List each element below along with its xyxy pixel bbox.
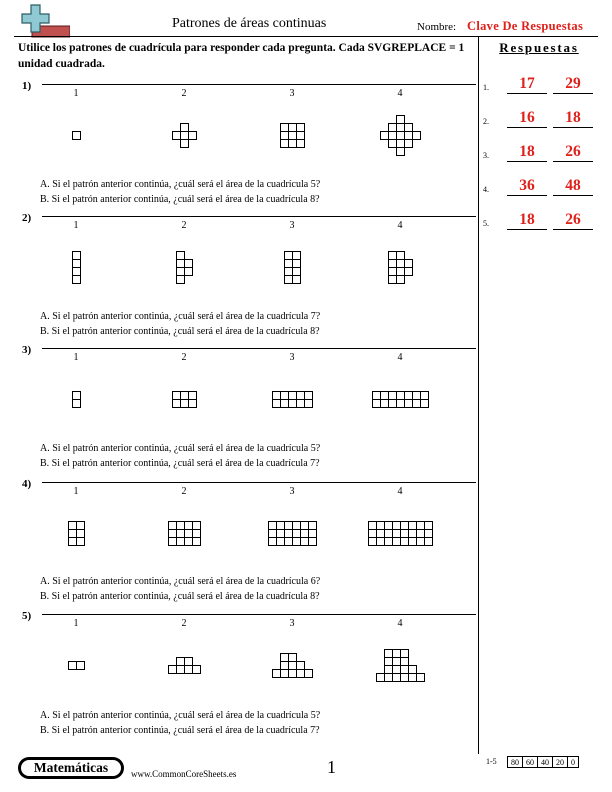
answer-a: 36: [507, 177, 547, 196]
unit-square: [369, 530, 377, 538]
unit-square: [189, 400, 197, 408]
answer-a: 18: [507, 143, 547, 162]
answer-row: [483, 140, 601, 162]
unit-square: [385, 522, 393, 530]
unit-square: [281, 654, 289, 662]
unit-square: [193, 522, 201, 530]
figure-label: 1: [73, 618, 79, 629]
unit-square: [293, 260, 301, 268]
unit-square: [393, 650, 401, 658]
unit-square: [385, 674, 393, 682]
page-number: 1: [327, 757, 336, 777]
unit-square: [413, 392, 421, 400]
name-value: Clave De Respuestas: [467, 19, 584, 33]
unit-square: [301, 530, 309, 538]
unit-square: [285, 276, 293, 284]
unit-square: [285, 260, 293, 268]
problem-1: [14, 80, 476, 210]
answer-b: 29: [553, 75, 593, 94]
unit-square: [177, 538, 185, 546]
unit-square: [281, 662, 289, 670]
unit-square: [185, 666, 193, 674]
grid-figure: [26, 496, 126, 570]
unit-square: [397, 116, 405, 124]
unit-square: [421, 392, 429, 400]
figure-label: 1: [73, 352, 79, 363]
unit-square: [77, 538, 85, 546]
unit-square: [397, 400, 405, 408]
unit-square: [177, 530, 185, 538]
unit-square: [389, 268, 397, 276]
grid-figure: [350, 628, 450, 702]
figure-label: 3: [289, 618, 295, 629]
grid-figure: [26, 362, 126, 436]
unit-square: [289, 400, 297, 408]
unit-square: [181, 140, 189, 148]
unit-square: [189, 392, 197, 400]
unit-square: [405, 400, 413, 408]
unit-square: [409, 522, 417, 530]
unit-square: [377, 530, 385, 538]
answer-b: 48: [553, 177, 593, 196]
unit-square: [269, 530, 277, 538]
unit-square: [185, 658, 193, 666]
unit-square: [281, 400, 289, 408]
unit-square: [397, 124, 405, 132]
name-label: Nombre:: [417, 21, 457, 33]
unit-square: [73, 132, 81, 140]
unit-square: [77, 522, 85, 530]
unit-square: [169, 538, 177, 546]
unit-square: [169, 530, 177, 538]
grid-figure: [242, 496, 342, 570]
problem-5: [14, 610, 476, 740]
question-a: A. Si el patrón anterior continúa, ¿cuál será el área de la cuadrícula 5?: [40, 710, 321, 721]
unit-square: [397, 132, 405, 140]
question-b: B. Si el patrón anterior continúa, ¿cuál será el área de la cuadrícula 7?: [40, 725, 320, 736]
unit-square: [297, 124, 305, 132]
problem-number: 5): [22, 610, 32, 622]
unit-square: [289, 670, 297, 678]
unit-square: [393, 522, 401, 530]
unit-square: [401, 666, 409, 674]
unit-square: [173, 400, 181, 408]
unit-square: [401, 530, 409, 538]
unit-square: [73, 276, 81, 284]
unit-square: [397, 268, 405, 276]
unit-square: [401, 538, 409, 546]
unit-square: [181, 400, 189, 408]
unit-square: [177, 268, 185, 276]
answer-number: 5.: [483, 219, 489, 228]
unit-square: [393, 674, 401, 682]
unit-square: [177, 522, 185, 530]
unit-square: [297, 140, 305, 148]
unit-square: [401, 658, 409, 666]
instructions: Utilice los patrones de cuadrícula para responder cada pregunta. Cada SVGREPLACE = 1 unidad cuadrada.: [18, 42, 465, 70]
unit-square: [385, 530, 393, 538]
question-a: A. Si el patrón anterior continúa, ¿cuál será el área de la cuadrícula 5?: [40, 179, 321, 190]
grid-figure: [134, 362, 234, 436]
unit-square: [377, 522, 385, 530]
unit-square: [297, 392, 305, 400]
unit-square: [277, 522, 285, 530]
answer-number: 4.: [483, 185, 489, 194]
unit-square: [269, 522, 277, 530]
figure-label: 1: [73, 486, 79, 497]
grid-figure: [242, 628, 342, 702]
unit-square: [185, 260, 193, 268]
unit-square: [281, 140, 289, 148]
score-cell: 40: [538, 757, 553, 768]
unit-square: [397, 148, 405, 156]
unit-square: [285, 252, 293, 260]
unit-square: [273, 670, 281, 678]
unit-square: [297, 662, 305, 670]
answer-number: 2.: [483, 117, 489, 126]
unit-square: [305, 392, 313, 400]
unit-square: [269, 538, 277, 546]
question-b: B. Si el patrón anterior continúa, ¿cuál será el área de la cuadrícula 8?: [40, 194, 320, 205]
unit-square: [189, 132, 197, 140]
score-cell: 80: [508, 757, 523, 768]
unit-square: [397, 140, 405, 148]
figure-label: 2: [181, 220, 187, 231]
grid-figure: [350, 230, 450, 304]
unit-square: [425, 538, 433, 546]
unit-square: [169, 522, 177, 530]
unit-square: [277, 530, 285, 538]
unit-square: [301, 538, 309, 546]
unit-square: [397, 252, 405, 260]
unit-square: [397, 392, 405, 400]
problem-divider: [42, 348, 476, 349]
unit-square: [385, 650, 393, 658]
unit-square: [281, 670, 289, 678]
answer-b: 26: [553, 143, 593, 162]
unit-square: [181, 124, 189, 132]
unit-square: [417, 522, 425, 530]
figure-label: 2: [181, 618, 187, 629]
answer-a: 17: [507, 75, 547, 94]
subject-badge: [18, 757, 124, 779]
unit-square: [413, 400, 421, 408]
unit-square: [425, 522, 433, 530]
unit-square: [401, 650, 409, 658]
unit-square: [397, 276, 405, 284]
answer-row: [483, 106, 601, 128]
unit-square: [417, 530, 425, 538]
unit-square: [405, 268, 413, 276]
unit-square: [377, 674, 385, 682]
unit-square: [289, 124, 297, 132]
problem-3: [14, 344, 476, 474]
unit-square: [297, 670, 305, 678]
unit-square: [293, 522, 301, 530]
unit-square: [169, 666, 177, 674]
unit-square: [389, 392, 397, 400]
unit-square: [389, 252, 397, 260]
unit-square: [285, 522, 293, 530]
grid-figure: [134, 98, 234, 172]
score-cell: 0: [568, 757, 579, 768]
unit-square: [73, 400, 81, 408]
unit-square: [173, 392, 181, 400]
question-b: B. Si el patrón anterior continúa, ¿cuál será el área de la cuadrícula 8?: [40, 326, 320, 337]
unit-square: [69, 522, 77, 530]
grid-figure: [26, 98, 126, 172]
problem-divider: [42, 482, 476, 483]
figure-label: 1: [73, 220, 79, 231]
unit-square: [405, 124, 413, 132]
unit-square: [297, 400, 305, 408]
figure-label: 1: [73, 88, 79, 99]
unit-square: [73, 252, 81, 260]
unit-square: [381, 400, 389, 408]
unit-square: [193, 666, 201, 674]
grid-figure: [134, 628, 234, 702]
unit-square: [73, 260, 81, 268]
unit-square: [285, 530, 293, 538]
grid-figure: [242, 98, 342, 172]
unit-square: [69, 538, 77, 546]
unit-square: [281, 392, 289, 400]
figure-label: 2: [181, 88, 187, 99]
unit-square: [405, 392, 413, 400]
unit-square: [393, 538, 401, 546]
grid-figure: [26, 230, 126, 304]
unit-square: [185, 530, 193, 538]
unit-square: [181, 132, 189, 140]
problem-number: 2): [22, 212, 32, 224]
unit-square: [193, 530, 201, 538]
score-cell: 60: [523, 757, 538, 768]
figure-label: 4: [397, 352, 403, 363]
unit-square: [381, 132, 389, 140]
grid-figure: [26, 628, 126, 702]
unit-square: [289, 662, 297, 670]
unit-square: [77, 530, 85, 538]
question-a: A. Si el patrón anterior continúa, ¿cuál será el área de la cuadrícula 7?: [40, 311, 321, 322]
unit-square: [293, 276, 301, 284]
answer-column-divider: [478, 36, 479, 754]
unit-square: [273, 400, 281, 408]
unit-square: [309, 530, 317, 538]
unit-square: [309, 538, 317, 546]
unit-square: [289, 132, 297, 140]
unit-square: [373, 400, 381, 408]
unit-square: [289, 140, 297, 148]
unit-square: [281, 124, 289, 132]
unit-square: [185, 522, 193, 530]
problem-number: 3): [22, 344, 32, 356]
unit-square: [405, 140, 413, 148]
unit-square: [297, 132, 305, 140]
question-a: A. Si el patrón anterior continúa, ¿cuál será el área de la cuadrícula 6?: [40, 576, 321, 587]
grid-figure: [350, 98, 450, 172]
answer-row: [483, 174, 601, 196]
unit-square: [409, 666, 417, 674]
unit-square: [417, 674, 425, 682]
unit-square: [425, 530, 433, 538]
question-b: B. Si el patrón anterior continúa, ¿cuál será el área de la cuadrícula 7?: [40, 458, 320, 469]
figure-label: 3: [289, 220, 295, 231]
grid-figure: [134, 230, 234, 304]
answer-b: 18: [553, 109, 593, 128]
unit-square: [409, 530, 417, 538]
grid-figure: [350, 496, 450, 570]
unit-square: [73, 392, 81, 400]
problem-number: 4): [22, 478, 32, 490]
problem-4: [14, 478, 476, 608]
unit-square: [305, 400, 313, 408]
unit-square: [185, 538, 193, 546]
unit-square: [301, 522, 309, 530]
grid-figure: [242, 362, 342, 436]
figure-label: 4: [397, 486, 403, 497]
unit-square: [385, 538, 393, 546]
unit-square: [77, 662, 85, 670]
unit-square: [177, 658, 185, 666]
answer-row: [483, 208, 601, 230]
score-range-label: 1-5: [486, 757, 497, 766]
worksheet-title: Patrones de áreas continuas: [172, 16, 327, 31]
unit-square: [305, 670, 313, 678]
answer-a: 16: [507, 109, 547, 128]
problem-divider: [42, 216, 476, 217]
score-cell: 20: [553, 757, 568, 768]
unit-square: [293, 530, 301, 538]
figure-label: 4: [397, 220, 403, 231]
unit-square: [369, 522, 377, 530]
unit-square: [69, 662, 77, 670]
unit-square: [389, 140, 397, 148]
unit-square: [413, 132, 421, 140]
unit-square: [293, 268, 301, 276]
unit-square: [389, 132, 397, 140]
unit-square: [381, 392, 389, 400]
answer-number: 1.: [483, 83, 489, 92]
answer-b: 26: [553, 211, 593, 230]
unit-square: [69, 530, 77, 538]
answer-a: 18: [507, 211, 547, 230]
score-table: [507, 756, 579, 768]
unit-square: [277, 538, 285, 546]
unit-square: [185, 268, 193, 276]
unit-square: [289, 392, 297, 400]
unit-square: [389, 260, 397, 268]
unit-square: [405, 132, 413, 140]
problem-divider: [42, 84, 476, 85]
grid-figure: [350, 362, 450, 436]
unit-square: [389, 276, 397, 284]
grid-figure: [242, 230, 342, 304]
unit-square: [417, 538, 425, 546]
figure-label: 4: [397, 88, 403, 99]
unit-square: [181, 392, 189, 400]
unit-square: [401, 522, 409, 530]
unit-square: [73, 268, 81, 276]
unit-square: [393, 666, 401, 674]
figure-label: 3: [289, 88, 295, 99]
unit-square: [193, 538, 201, 546]
grid-figure: [134, 496, 234, 570]
header-divider: [14, 36, 598, 37]
unit-square: [177, 252, 185, 260]
problem-divider: [42, 614, 476, 615]
unit-square: [273, 392, 281, 400]
subject-badge-label: Matemáticas: [21, 760, 121, 776]
figure-label: 3: [289, 352, 295, 363]
unit-square: [405, 260, 413, 268]
unit-square: [393, 530, 401, 538]
unit-square: [293, 538, 301, 546]
footer-website: www.CommonCoreSheets.es: [131, 769, 237, 779]
unit-square: [285, 268, 293, 276]
figure-label: 3: [289, 486, 295, 497]
answers-title: Respuestas: [499, 40, 579, 55]
unit-square: [177, 666, 185, 674]
unit-square: [293, 252, 301, 260]
unit-square: [397, 260, 405, 268]
unit-square: [173, 132, 181, 140]
figure-label: 2: [181, 352, 187, 363]
unit-square: [389, 400, 397, 408]
unit-square: [309, 522, 317, 530]
unit-square: [177, 260, 185, 268]
unit-square: [385, 658, 393, 666]
unit-square: [389, 124, 397, 132]
answer-number: 3.: [483, 151, 489, 160]
question-a: A. Si el patrón anterior continúa, ¿cuál será el área de la cuadrícula 5?: [40, 443, 321, 454]
problem-number: 1): [22, 80, 32, 92]
unit-square: [289, 654, 297, 662]
unit-square: [409, 538, 417, 546]
answer-row: [483, 72, 601, 94]
unit-square: [369, 538, 377, 546]
figure-label: 2: [181, 486, 187, 497]
commoncoresheets-logo-icon: [18, 4, 70, 38]
unit-square: [377, 538, 385, 546]
unit-square: [421, 400, 429, 408]
unit-square: [401, 674, 409, 682]
figure-label: 4: [397, 618, 403, 629]
unit-square: [393, 658, 401, 666]
problem-2: [14, 212, 476, 342]
unit-square: [409, 674, 417, 682]
unit-square: [177, 276, 185, 284]
unit-square: [385, 666, 393, 674]
unit-square: [373, 392, 381, 400]
unit-square: [281, 132, 289, 140]
question-b: B. Si el patrón anterior continúa, ¿cuál será el área de la cuadrícula 8?: [40, 591, 320, 602]
unit-square: [285, 538, 293, 546]
